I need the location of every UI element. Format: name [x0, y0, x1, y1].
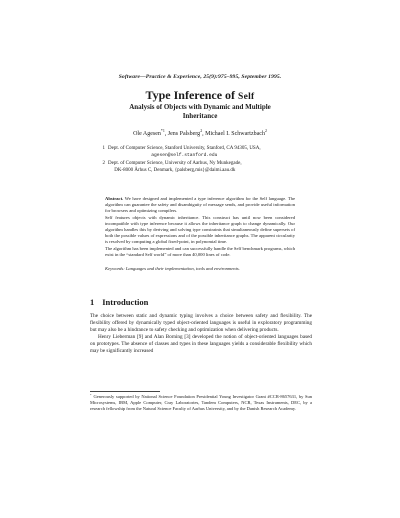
affiliation-text-2: DK-8000 Århus C, Denmark, {palsberg,mis}@daimi.aau.dk	[114, 168, 236, 173]
section-title: Introduction	[102, 297, 149, 307]
body-paragraph: The choice between static and dynamic typing involves a choice between safety and flexibility. The flexibility offered by dynamically typed object-oriented languages is useful in exploratory programming but may also be a hindrance to safety checking and optimization when delivering products.	[90, 313, 312, 333]
abstract-paragraph: The algorithm has been implemented and can successfully handle the Self benchmark programs, which exist in the “standard Self world” of more than 40,000 lines of code.	[105, 245, 295, 257]
author-name: Ole Agesen	[133, 131, 161, 137]
author-name: Michael I. Schwartzbach	[205, 131, 265, 137]
footnote-mark: *	[90, 392, 92, 397]
affiliation-2	[95, 160, 242, 174]
author-mark: 2	[264, 129, 267, 133]
journal-citation: Software—Practice & Experience, 25(9):975–995, September 1995.	[118, 74, 282, 80]
paper-subtitle: Analysis of Objects with Dynamic and Multiple Inheritance	[129, 103, 271, 120]
abstract	[105, 196, 295, 258]
body-text	[90, 313, 312, 355]
footnote-text: Generously supported by National Science Foundation Presidential Young Investigator Grant #CCR-8657631, by Sun Microsystems, IBM, Apple Computer, Cray Laboratories, Tandem Computers, NCR, Texas Instruments, DEC, by a research fellowship from the Natural Science Faculty of Aarhus University, and by the Danish Research Academy.	[90, 394, 312, 411]
section-number: 1	[90, 297, 95, 307]
affiliation-1	[95, 145, 261, 159]
affiliation-number: 1	[102, 146, 105, 151]
affiliation-text: Dept. of Computer Science, Stanford University, Stanford, CA 94305, USA,	[108, 146, 261, 151]
abstract-paragraph: We have designed and implemented a type inference algorithm for the Self language. The algorithm can guarantee the safety and disambiguity of message sends, and provide useful information for browsers and optimizing compilers.	[105, 196, 295, 214]
author-name: Jens Palsberg	[167, 131, 201, 137]
footnote	[90, 394, 312, 412]
title-self: Self	[238, 92, 255, 102]
abstract-label: Abstract.	[105, 196, 124, 201]
affiliation-text: Dept. of Computer Science, University of Aarhus, Ny Munkegade,	[108, 161, 242, 166]
affiliation-number: 2	[102, 161, 105, 166]
affiliation-email: agesen@self.stanford.edu	[151, 153, 218, 158]
abstract-paragraph: Self features objects with dynamic inheritance. This construct has until now been considered incompatible with type inference because it allows the inheritance graph to change dynamically. Our algorithm handles this by deriving and solving type constraints that simultaneously define supersets of both the possible values of expressions and of the possible inheritance graphs. The apparent circularity is resolved by computing a global fixed-point, in polynomial time.	[105, 214, 295, 245]
footnote-rule	[90, 391, 160, 392]
author-list: Ole Agesen$^{*1}$, Jens Palsberg$^2$, Michael I. Schwartzbach$^2$	[133, 129, 267, 137]
author-mark: 2	[200, 129, 203, 133]
author-mark: *1	[160, 129, 165, 133]
body-paragraph: Henry Lieberman [9] and Alan Borning [3] developed the notion of object-oriented languages based on prototypes. The absence of classes and types in these languages yields a considerable flexibility which may be significantly increased	[90, 334, 312, 354]
paper-title	[0, 88, 400, 103]
section-heading	[90, 297, 148, 307]
title-prefix: Type Inference of	[145, 88, 239, 102]
keywords: Keywords: Languages and their implementation, tools and environments.	[105, 266, 240, 271]
